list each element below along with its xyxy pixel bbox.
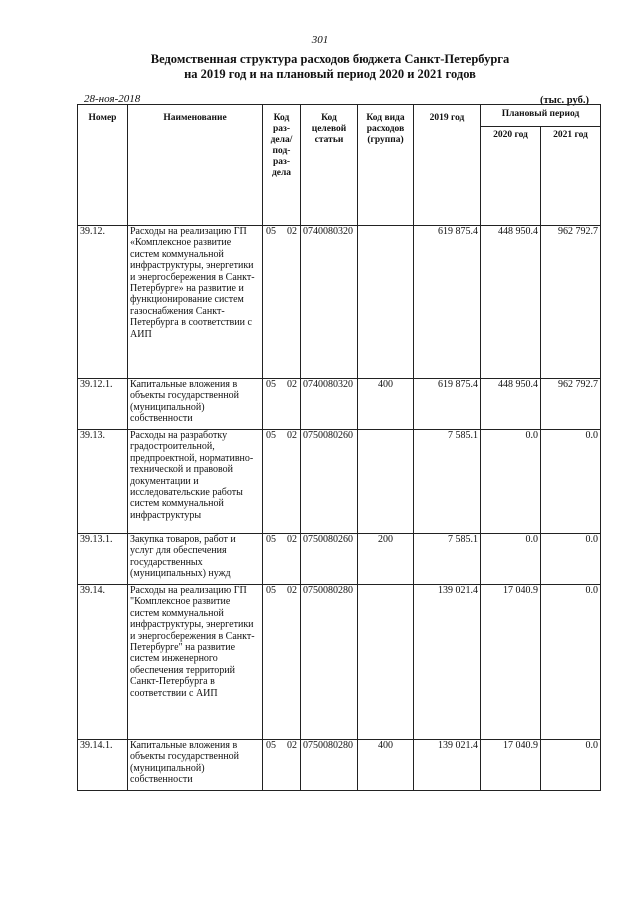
table-row (78, 585, 601, 740)
document-date: 28-ноя-2018 (84, 93, 141, 105)
row-2019: 619 875.4 (414, 379, 481, 430)
row-number: 39.14.1. (78, 740, 128, 791)
row-podrazdel: 02 (287, 585, 297, 596)
row-podrazdel: 02 (287, 226, 297, 237)
row-2019: 139 021.4 (414, 740, 481, 791)
units-label: (тыс. руб.) (540, 95, 589, 106)
row-podrazdel: 02 (287, 379, 297, 390)
row-2021: 962 792.7 (541, 379, 601, 430)
table-row (78, 430, 601, 534)
header-section-code: Код раз- дела/ под- раз- дела (263, 105, 301, 226)
row-razdel: 05 (266, 430, 276, 441)
row-name: Расходы на реализацию ГП "Комплексное развитие систем коммунальной инфраструктуры, энергетики и энергосбережения в Санкт-Петербурге" на развитие систем инженерного обеспечения территорий Санкт-Петербурга в соответствии с АИП (128, 585, 263, 740)
row-razdel: 05 (266, 534, 276, 545)
row-2020: 448 950.4 (481, 226, 541, 379)
row-target-code: 0740080320 (301, 379, 358, 430)
row-section-code (263, 534, 301, 585)
table-row (78, 226, 601, 379)
row-2020: 448 950.4 (481, 379, 541, 430)
title-line-1: Ведомственная структура расходов бюджета Санкт-Петербурга (150, 52, 510, 66)
row-number: 39.14. (78, 585, 128, 740)
row-section-code (263, 740, 301, 791)
header-2021: 2021 год (541, 127, 601, 226)
row-name: Закупка товаров, работ и услуг для обеспечения государственных (муниципальных) нужд (128, 534, 263, 585)
row-razdel: 05 (266, 585, 276, 596)
row-2020: 0.0 (481, 430, 541, 534)
row-2019: 619 875.4 (414, 226, 481, 379)
table-row (78, 740, 601, 791)
row-2019: 139 021.4 (414, 585, 481, 740)
header-expense-type-code: Код вида расходов (группа) (358, 105, 414, 226)
row-target-code: 0750080260 (301, 534, 358, 585)
row-2021: 0.0 (541, 585, 601, 740)
row-2021: 962 792.7 (541, 226, 601, 379)
row-podrazdel: 02 (287, 430, 297, 441)
row-razdel: 05 (266, 226, 276, 237)
row-name: Расходы на реализацию ГП «Комплексное развитие систем коммунальной инфраструктуры, энергетики и энергосбережения в Санкт-Петербурге» на развитие и функционирование систем газоснабжения Санкт-Петербурга в соответствии с АИП (128, 226, 263, 379)
header-name: Наименование (128, 105, 263, 226)
table-row (78, 534, 601, 585)
row-2021: 0.0 (541, 430, 601, 534)
row-2021: 0.0 (541, 534, 601, 585)
header-planned-period: Плановый период (481, 105, 601, 127)
title-line-2: на 2019 год и на плановый период 2020 и 2021 годов (184, 67, 476, 81)
row-razdel: 05 (266, 379, 276, 390)
row-expense-type (358, 430, 414, 534)
row-expense-type: 400 (358, 740, 414, 791)
row-name: Расходы на разработку градостроительной, предпроектной, нормативно-технической и правовой документации и исследовательские работы систем коммунальной инфраструктуры (128, 430, 263, 534)
row-section-code (263, 585, 301, 740)
row-2020: 17 040.9 (481, 740, 541, 791)
row-expense-type: 400 (358, 379, 414, 430)
row-name: Капитальные вложения в объекты государственной (муниципальной) собственности (128, 740, 263, 791)
row-podrazdel: 02 (287, 534, 297, 545)
document-title (100, 52, 560, 82)
row-number: 39.13.1. (78, 534, 128, 585)
row-target-code: 0750080260 (301, 430, 358, 534)
header-2020: 2020 год (481, 127, 541, 226)
row-razdel: 05 (266, 740, 276, 751)
row-2020: 0.0 (481, 534, 541, 585)
row-number: 39.12. (78, 226, 128, 379)
table-row (78, 379, 601, 430)
row-2019: 7 585.1 (414, 430, 481, 534)
row-target-code: 0750080280 (301, 740, 358, 791)
row-expense-type: 200 (358, 534, 414, 585)
row-target-code: 0750080280 (301, 585, 358, 740)
row-section-code (263, 226, 301, 379)
header-target-code: Код целевой статьи (301, 105, 358, 226)
row-section-code (263, 430, 301, 534)
page-number: 301 (311, 34, 329, 46)
budget-table (77, 104, 601, 791)
row-podrazdel: 02 (287, 740, 297, 751)
row-section-code (263, 379, 301, 430)
row-number: 39.12.1. (78, 379, 128, 430)
row-2019: 7 585.1 (414, 534, 481, 585)
row-target-code: 0740080320 (301, 226, 358, 379)
row-2020: 17 040.9 (481, 585, 541, 740)
row-expense-type (358, 585, 414, 740)
header-2019: 2019 год (414, 105, 481, 226)
row-name: Капитальные вложения в объекты государственной (муниципальной) собственности (128, 379, 263, 430)
row-number: 39.13. (78, 430, 128, 534)
header-number: Номер (78, 105, 128, 226)
budget-table-body (78, 226, 601, 791)
row-2021: 0.0 (541, 740, 601, 791)
row-expense-type (358, 226, 414, 379)
